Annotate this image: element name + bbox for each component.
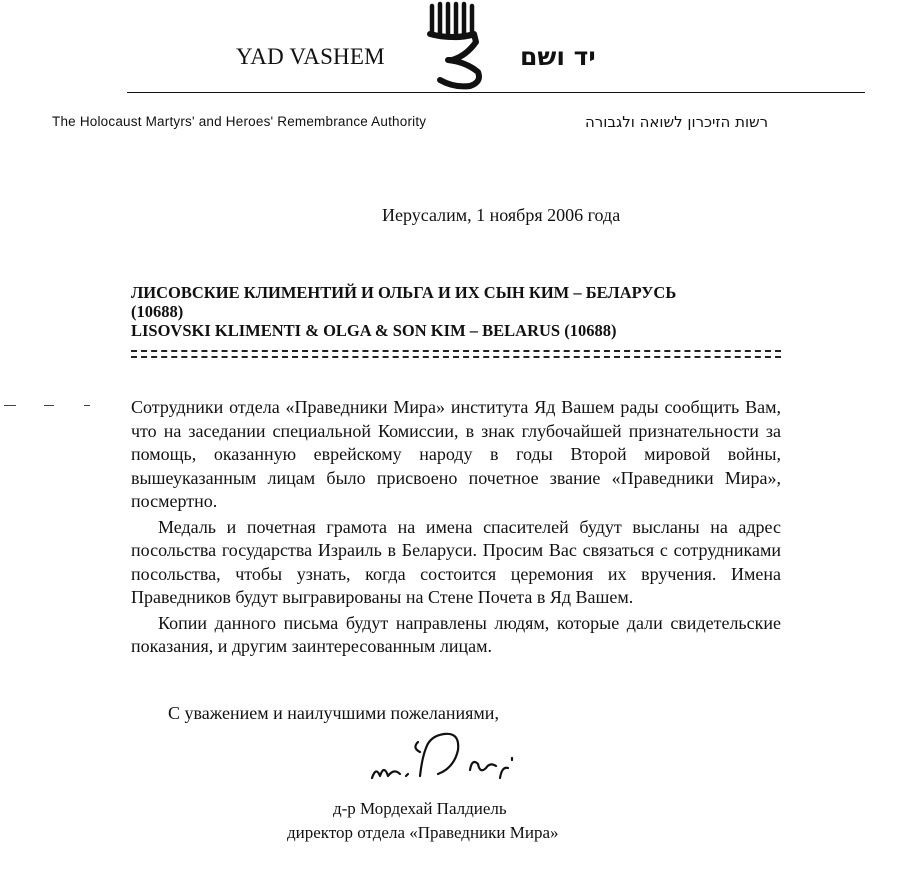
paragraph-1: Сотрудники отдела «Праведники Мира» института Яд Вашем рады сообщить Вам, что на заседании специальной Комиссии, в знак глубочайшей признательности за помощь, оказанную еврейскому народу в годы Второй мировой войны, вышеуказанным лицам было присвоено почетное звание «Праведники Мира», посмертно. [131,397,781,511]
org-name-he: יד ושם [520,42,596,71]
subject-ru-line-1: ЛИСОВСКИЕ КЛИМЕНТИЙ И ОЛЬГА И ИХ СЫН КИМ – БЕЛАРУСЬ [131,283,677,302]
org-name-en: YAD VASHEM [236,44,385,69]
authority-name-en: The Holocaust Martyrs' and Heroes' Remembrance Authority [52,114,427,129]
letter-date: Иерусалим, 1 ноября 2006 года [382,205,621,225]
letter-closing: С уважением и наилучшими пожеланиями, [168,703,499,723]
subject-en: LISOVSKI KLIMENTI & OLGA & SON KIM – BELARUS (10688) [131,321,617,340]
signer-name: д-р Мордехай Палдиель [333,799,507,818]
scan-artifact-dash [4,405,16,406]
scan-artifact-dash [84,405,90,406]
paragraph-3: Копии данного письма будут направлены людям, которые дали свидетельские показания, и другим заинтересованным лицам. [131,612,781,656]
scan-artifact-dash [44,405,54,406]
letter-body [131,396,781,661]
subject-underline [131,350,781,358]
letter-subject [131,283,811,340]
authority-name-he: רשות הזיכרון לשואה ולגבורה [585,113,769,131]
handwritten-signature [360,718,540,798]
paragraph-2: Медаль и почетная грамота на имена спасителей будут высланы на адрес посольства государства Израиль в Беларуси. Просим Вас связаться с сотрудниками посольства, чтобы узнать, когда состоится церемония их вручения. Имена Праведников будут выгравированы на Стене Почета в Яд Вашем. [131,516,781,607]
header-divider [127,92,865,93]
subject-ru-line-2: (10688) [131,302,184,321]
signer-title: директор отдела «Праведники Мира» [287,823,559,842]
menorah-hand-logo-icon [0,0,900,100]
